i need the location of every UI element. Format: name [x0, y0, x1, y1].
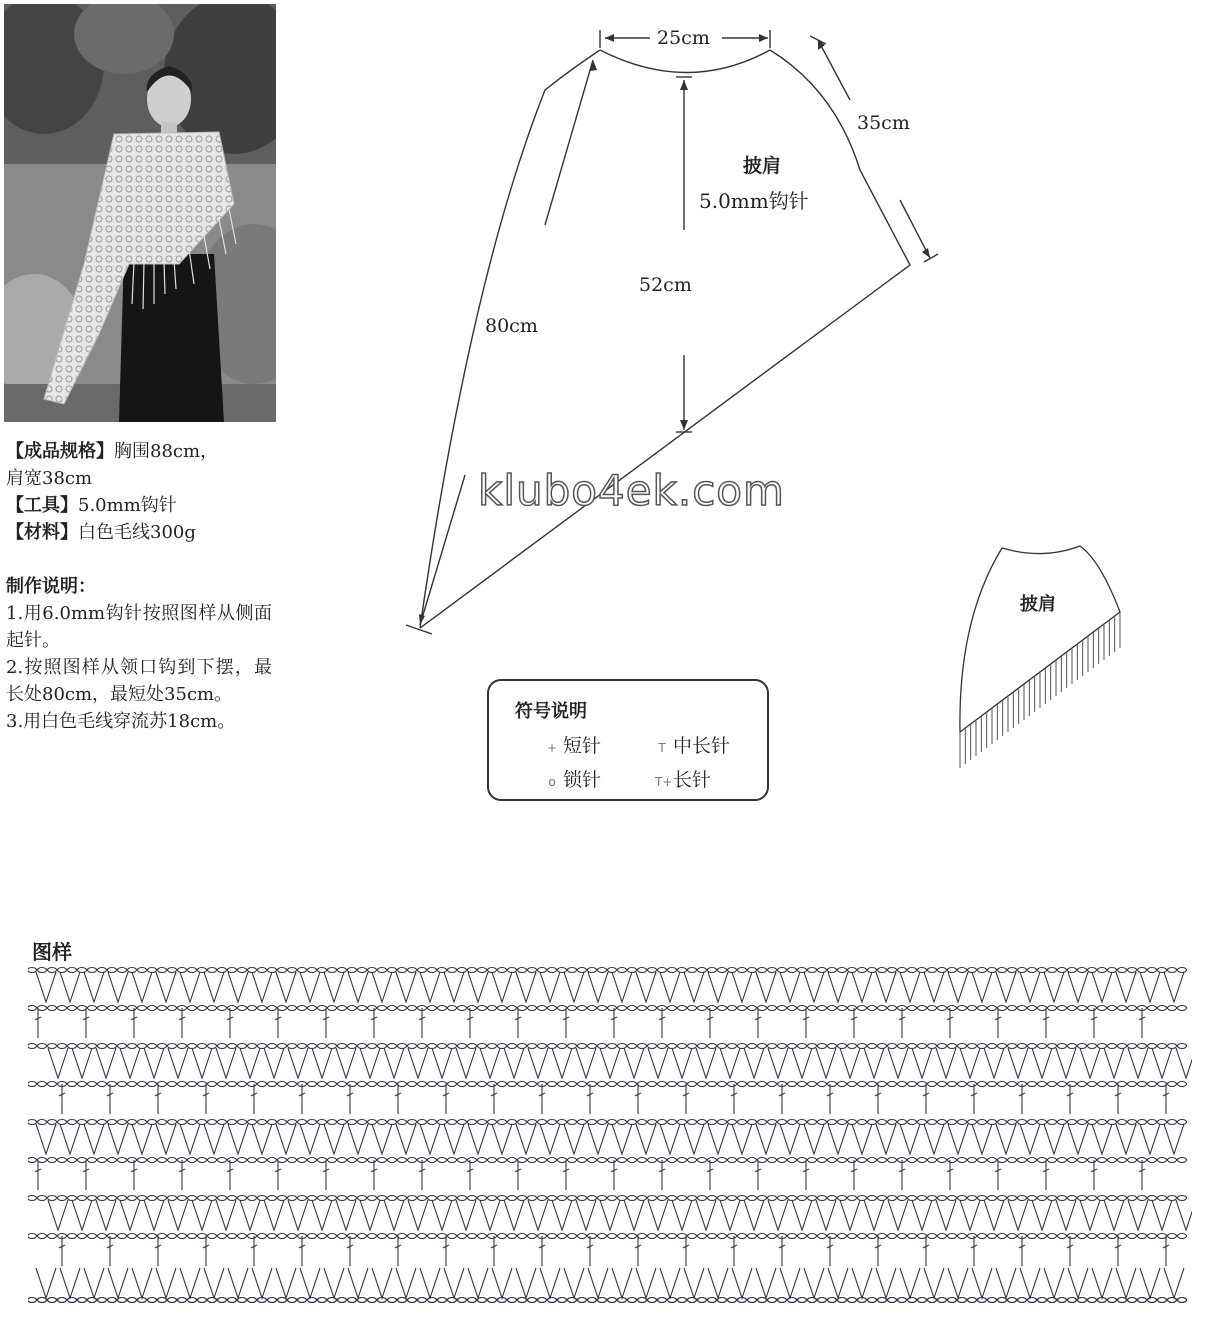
- spec-size-value: 胸围88cm，: [114, 441, 219, 462]
- chain-symbol-icon: o: [548, 775, 556, 789]
- legend-item-dc: [655, 765, 711, 792]
- shawl-schematic: [380, 20, 940, 650]
- instruction-step-3: 3.用白色毛线穿流苏18cm。: [6, 711, 236, 732]
- symbol-legend: [487, 679, 769, 801]
- spec-size: [6, 438, 218, 465]
- spec-shoulder: [6, 465, 92, 492]
- small-piece-name: 披肩: [1020, 594, 1056, 615]
- long-side-label: 80cm: [485, 315, 538, 337]
- center-length-label: 52cm: [639, 274, 692, 296]
- double-crochet-symbol-icon: T+: [655, 775, 673, 789]
- instruction-step-1: 1.用6.0mm钩针按照图样从侧面起针。: [6, 603, 272, 651]
- instructions-title: 制作说明：: [6, 576, 96, 597]
- watermark: klubo4ek.com: [478, 466, 785, 515]
- legend-label-ch: 锁针: [563, 769, 602, 791]
- spec-tool-value: 5.0mm钩针: [78, 495, 177, 516]
- instruction-step-2: 2.按照图样从领口钩到下摆，最长处80cm，最短处35cm。: [6, 657, 272, 705]
- shawl-outline-right: [420, 50, 910, 628]
- spec-material: [6, 519, 196, 546]
- spec-material-value: 白色毛线300g: [78, 522, 196, 543]
- legend-title: 符号说明: [515, 701, 587, 722]
- legend-label-hdc: 中长针: [673, 735, 731, 757]
- half-double-crochet-symbol-icon: T: [658, 741, 666, 755]
- legend-label-sc: 短针: [563, 735, 602, 757]
- model-photo: [4, 4, 276, 422]
- shoulder-side-label: 35cm: [857, 112, 910, 134]
- pattern-title: 图样: [32, 940, 72, 964]
- legend-item-ch: [545, 765, 601, 792]
- spec-material-label: 【材料】: [6, 522, 78, 543]
- legend-label-dc: 长针: [673, 769, 712, 791]
- spec-tool: [6, 492, 177, 519]
- legend-item-sc: [545, 731, 601, 758]
- neck-width-label: 25cm: [657, 27, 710, 49]
- spec-size-label: 【成品规格】: [6, 441, 114, 462]
- small-shawl-sketch: [950, 538, 1130, 778]
- hook-size-label: 5.0mm钩针: [699, 189, 809, 213]
- legend-item-hdc: [655, 731, 730, 758]
- stitch-chart: [28, 962, 1192, 1314]
- shawl-outline-left: [420, 50, 600, 628]
- single-crochet-symbol-icon: +: [546, 741, 558, 755]
- neckline: [600, 50, 770, 73]
- spec-shoulder-value: 肩宽38cm: [6, 468, 93, 489]
- spec-tool-label: 【工具】: [6, 495, 78, 516]
- instructions: [6, 573, 272, 735]
- piece-name-label: 披肩: [743, 155, 782, 177]
